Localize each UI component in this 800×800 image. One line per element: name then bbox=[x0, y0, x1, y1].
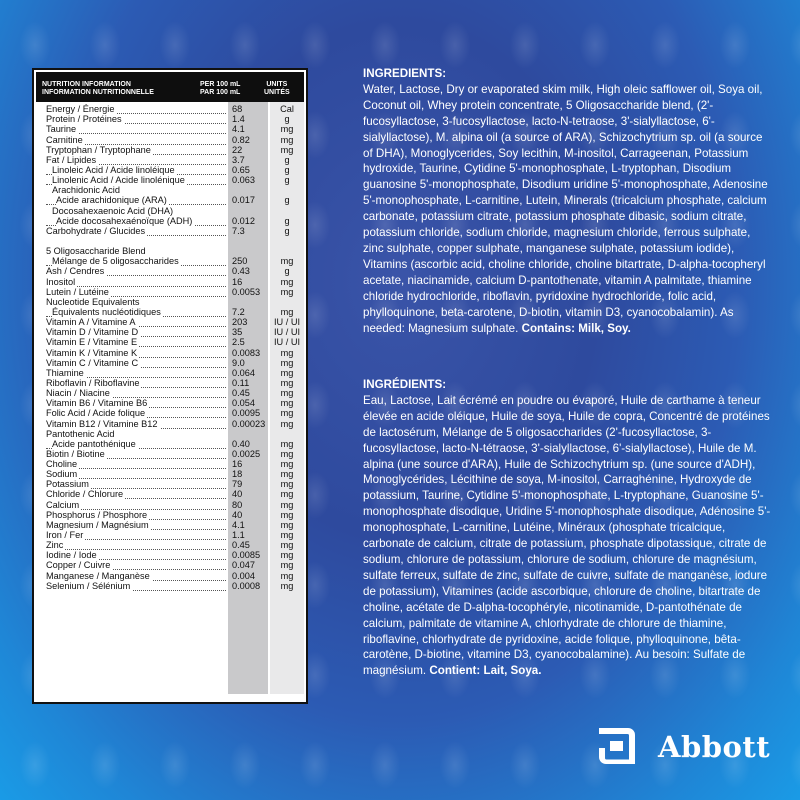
nutrition-row bbox=[34, 408, 306, 418]
nutrient-name: Lutein / Lutéine bbox=[46, 286, 109, 297]
nutrition-row bbox=[34, 439, 306, 449]
nutrition-row bbox=[34, 469, 306, 479]
nutrient-name: Pantothenic Acid bbox=[46, 428, 115, 439]
nutrient-value: 0.82 bbox=[232, 134, 250, 145]
nutrient-name: Sodium bbox=[46, 469, 78, 480]
nutrient-name: Energy / Énergie bbox=[46, 104, 115, 115]
nutrient-name: Iron / Fer bbox=[46, 530, 84, 541]
nutrient-value: 40 bbox=[232, 489, 243, 500]
units-fr: UNITÉS bbox=[264, 89, 290, 96]
nutrient-unit: mg bbox=[280, 134, 294, 145]
nutrient-value: 7.2 bbox=[232, 306, 245, 317]
nutrient-name: Vitamin E / Vitamine E bbox=[46, 337, 138, 348]
nutrient-value: 80 bbox=[232, 499, 243, 510]
nutrition-row bbox=[34, 520, 306, 530]
nutrient-value: 0.43 bbox=[232, 266, 250, 277]
nutrient-unit: g bbox=[284, 266, 290, 277]
nutrition-row bbox=[34, 195, 306, 205]
nutrient-name: Niacin / Niacine bbox=[46, 388, 110, 399]
ingredients-title-en: INGREDIENTS: bbox=[363, 67, 447, 80]
nutrition-row bbox=[34, 114, 306, 124]
nutrient-unit: mg bbox=[280, 570, 294, 581]
nutrient-unit: g bbox=[284, 175, 290, 186]
nutrient-value: 9.0 bbox=[232, 357, 245, 368]
nutrient-name: Mélange de 5 oligosaccharides bbox=[52, 256, 179, 267]
nutrient-value: 0.004 bbox=[232, 570, 255, 581]
nutrition-row bbox=[34, 479, 306, 489]
nutrient-unit: mg bbox=[280, 580, 294, 591]
nutrient-unit: mg bbox=[280, 144, 294, 155]
nutrient-unit: g bbox=[284, 225, 290, 236]
nutrition-row bbox=[34, 347, 306, 357]
nutrition-row bbox=[34, 459, 306, 469]
nutrition-row bbox=[34, 307, 306, 317]
nutrition-row bbox=[34, 540, 306, 550]
nutrient-name: Ash / Cendres bbox=[46, 266, 105, 277]
nutrient-name: Manganese / Manganèse bbox=[46, 570, 150, 581]
nutrition-row bbox=[34, 226, 306, 236]
ingredients-body-en: Water, Lactose, Dry or evaporated skim milk, High oleic safflower oil, Soya oil, Coconut oil, Whey protein concentrate, 5 Oligosaccharide blend, (2'-fucosyllactose, 3-fucosyllactose, lacto-N-tetraose, 3'-sialyllactose, 6'-sialyllactose), M. alpina oil (a source of ARA), Schizochytrium sp. oil (a source of DHA), Monoglycerides, Soy lecithin, M-inositol, Carrageenan, Potassium hydroxide, Taurine, Cytidine 5'-monophosphate, L-tryptophan, Disodium guanosine 5'-monophosphate, Disodium uridine 5'-monophosphate, Adenosine 5'-monophosphate, L-carnitine, Lutein, Minerals (tricalcium phosphate, calcium carbonate, potassium citrate, potassium phosphate dibasic, sodium citrate, potassium chloride, sodium chloride, magnesium chloride, ferrous sulphate, zinc sulphate, copper sulphate, manganese sulphate, potassium iodide), Vitamins (ascorbic acid, choline chloride, choline bitartrate, D-alpha-tocopheryl acetate, niacinamide, calcium D-pantothenate, vitamin A palmitate, thiamine chloride hydrochloride, riboflavin, pyridoxine hydrochloride, folic acid, phylloquinone, beta-carotene, D-biotin, vitamin D3, cyanocobalamin). As needed: Magnesium sulphate. bbox=[363, 82, 768, 335]
nutrient-name: Équivalents nucléotidiques bbox=[52, 306, 161, 317]
nutrient-unit: mg bbox=[280, 306, 294, 317]
nutrition-row bbox=[34, 418, 306, 428]
nutrient-name: Thiamine bbox=[46, 367, 84, 378]
nutrient-unit: mg bbox=[280, 448, 294, 459]
allergen-statement-fr: Contient: Lait, Soya. bbox=[429, 664, 542, 678]
nutrient-value: 22 bbox=[232, 144, 243, 155]
nutrient-name: Chloride / Chlorure bbox=[46, 489, 124, 500]
nutrient-value: 0.65 bbox=[232, 164, 250, 175]
nutrient-unit: g bbox=[284, 154, 290, 165]
nutrition-row bbox=[34, 256, 306, 266]
nutrition-information-panel bbox=[32, 68, 308, 704]
nutrient-value: 203 bbox=[232, 317, 248, 328]
nutrient-unit: g bbox=[284, 114, 290, 125]
nutrient-name: Docosahexaenoic Acid (DHA) bbox=[52, 205, 174, 216]
nutrition-row bbox=[34, 236, 306, 246]
nutrient-name: Riboflavin / Riboflavine bbox=[46, 377, 140, 388]
nutrition-row bbox=[34, 297, 306, 307]
nutrient-name: Vitamin B12 / Vitamine B12 bbox=[46, 418, 158, 429]
nutrient-name: Vitamin B6 / Vitamine B6 bbox=[46, 398, 148, 409]
nutrient-value: 0.0008 bbox=[232, 580, 261, 591]
nutrient-value: 0.054 bbox=[232, 398, 255, 409]
nutrient-unit: mg bbox=[280, 256, 294, 267]
nutrient-name: Acide arachidonique (ARA) bbox=[56, 195, 167, 206]
nutrient-unit: mg bbox=[280, 560, 294, 571]
nutrition-row bbox=[34, 530, 306, 540]
per-100ml-fr: PAR 100 mL bbox=[200, 89, 241, 96]
nutrition-row bbox=[34, 205, 306, 215]
nutrition-row bbox=[34, 499, 306, 509]
nutrient-name: Carbohydrate / Glucides bbox=[46, 225, 146, 236]
abbott-wordmark: Abbott bbox=[658, 730, 771, 764]
nutrition-row bbox=[34, 368, 306, 378]
nutrient-unit: g bbox=[284, 164, 290, 175]
nutrient-value: 1.1 bbox=[232, 530, 245, 541]
nutrient-unit: g bbox=[284, 215, 290, 226]
nutrient-value: 0.11 bbox=[232, 377, 250, 388]
nutrient-name: Tryptophan / Tryptophane bbox=[46, 144, 151, 155]
nutrient-name: Taurine bbox=[46, 124, 77, 135]
nutrient-value: 35 bbox=[232, 327, 243, 338]
nutrient-value: 0.45 bbox=[232, 540, 250, 551]
nutrient-name: Linoleic Acid / Acide linoléique bbox=[52, 164, 175, 175]
nutrient-unit: IU / UI bbox=[273, 317, 301, 328]
nutrient-value: 0.064 bbox=[232, 367, 255, 378]
nutrient-name: Copper / Cuivre bbox=[46, 560, 111, 571]
nutrient-unit: mg bbox=[280, 357, 294, 368]
nutrition-row bbox=[34, 276, 306, 286]
nutrient-value: 16 bbox=[232, 276, 243, 287]
nutrition-rows bbox=[34, 104, 306, 591]
ingredients-title-fr: INGRÉDIENTS: bbox=[363, 378, 447, 391]
nutrition-row bbox=[34, 165, 306, 175]
nutrient-unit: mg bbox=[280, 418, 294, 429]
nutrition-row bbox=[34, 216, 306, 226]
nutrition-row bbox=[34, 337, 306, 347]
nutrient-unit: IU / UI bbox=[273, 337, 301, 348]
ingredients-body-fr: Eau, Lactose, Lait écrémé en poudre ou évaporé, Huile de carthame à teneur élevée en acide oléique, Huile de soya, Huile de copra, Concentré de protéines de lactosérum, Mélange de 5 oligosaccharides (2'-fucosyllactose, 3-fucosyllactose, lacto-N-tétraose, 3'-sialyllactose, 6'-sialyllactose), Huile de M. alpina (une source d'ARA), Huile de Schizochytrium sp. (une source d'ADH), Monoglycérides, Lécithine de soya, M-inositol, Carraghénine, Hydroxyde de potassium, Taurine, Cytidine 5'-monophosphate, L-tryptophane, Guanosine 5'-monophosphate disodique, Uridine 5'-monophosphate disodique, Adénosine 5'-monophosphate, L-carnitine, Lutéine, Minéraux (phosphate tricalcique, carbonate de calcium, citrate de potassium, phosphate dipotassique, citrate de sodium, chlorure de potassium, chlorure de sodium, chlorure de magnésium, sulfate ferreux, sulfate de zinc, sulfate de cuivre, sulfate de manganèse, iodure de potassium), Vitamines (acide ascorbique, chlorure de choline, bitartrate de choline, acétate de D-alpha-tocophéryle, nicotinamide, D-pantothénate de calcium, palmitate de vitamine A, chlorhydrate de chlorure de thiamine, riboflavine, chlorhydrate de pyridoxine, acide folique, phylloquinone, bêta-carotène, D-biotine, vitamine D3, cyanocobalamine). Au besoin: Sulfate de magnésium. bbox=[363, 393, 771, 678]
nutrition-row bbox=[34, 134, 306, 144]
ingredients-english bbox=[363, 66, 773, 336]
nutrient-value: 0.40 bbox=[232, 438, 250, 449]
nutrient-unit: mg bbox=[280, 408, 294, 419]
nutrient-name: Calcium bbox=[46, 499, 80, 510]
nutrition-row bbox=[34, 388, 306, 398]
nutrient-value: 250 bbox=[232, 256, 248, 267]
nutrition-row bbox=[34, 104, 306, 114]
nutrient-value: 1.4 bbox=[232, 114, 245, 125]
nutrient-unit: mg bbox=[280, 519, 294, 530]
nutrient-unit: IU / UI bbox=[273, 327, 301, 338]
nutrient-name: Vitamin C / Vitamine C bbox=[46, 357, 139, 368]
nutrient-value: 4.1 bbox=[232, 124, 245, 135]
nutrient-value: 68 bbox=[232, 104, 243, 115]
nutrient-value: 0.047 bbox=[232, 560, 255, 571]
nutrient-value: 7.3 bbox=[232, 225, 245, 236]
nutrient-value: 0.0025 bbox=[232, 448, 261, 459]
nutrition-row bbox=[34, 266, 306, 276]
nutrient-unit: mg bbox=[280, 398, 294, 409]
nutrition-title-fr: INFORMATION NUTRITIONNELLE bbox=[42, 89, 154, 96]
nutrition-row bbox=[34, 560, 306, 570]
nutrient-unit: mg bbox=[280, 499, 294, 510]
nutrient-unit: mg bbox=[280, 438, 294, 449]
nutrient-unit: mg bbox=[280, 388, 294, 399]
nutrient-name: Inositol bbox=[46, 276, 76, 287]
per-100ml-en: PER 100 mL bbox=[200, 81, 241, 88]
nutrient-name: Phosphorus / Phosphore bbox=[46, 509, 148, 520]
nutrient-unit: mg bbox=[280, 540, 294, 551]
nutrient-value: 40 bbox=[232, 509, 243, 520]
nutrient-unit: mg bbox=[280, 377, 294, 388]
nutrient-name: Choline bbox=[46, 459, 78, 470]
nutrient-name: Acide pantothénique bbox=[52, 438, 136, 449]
nutrient-name: Potassium bbox=[46, 479, 89, 490]
nutrition-title-en: NUTRITION INFORMATION bbox=[42, 81, 131, 88]
nutrient-name: Folic Acid / Acide folique bbox=[46, 408, 146, 419]
nutrition-row bbox=[34, 358, 306, 368]
nutrient-unit: mg bbox=[280, 459, 294, 470]
nutrition-row bbox=[34, 378, 306, 388]
nutrition-row bbox=[34, 581, 306, 591]
nutrient-value: 3.7 bbox=[232, 154, 245, 165]
nutrient-unit: mg bbox=[280, 286, 294, 297]
nutrition-row bbox=[34, 145, 306, 155]
nutrition-row bbox=[34, 124, 306, 134]
nutrient-name: Vitamin A / Vitamine A bbox=[46, 317, 136, 328]
nutrient-unit: mg bbox=[280, 479, 294, 490]
nutrient-name: Fat / Lipides bbox=[46, 154, 97, 165]
nutrition-row bbox=[34, 155, 306, 165]
nutrient-unit: Cal bbox=[280, 104, 294, 115]
nutrient-unit: mg bbox=[280, 550, 294, 561]
units-en: UNITS bbox=[266, 81, 288, 88]
nutrition-row bbox=[34, 429, 306, 439]
nutrition-row bbox=[34, 287, 306, 297]
nutrient-name: Iodine / Iode bbox=[46, 550, 97, 561]
nutrient-value: 0.063 bbox=[232, 175, 255, 186]
nutrient-unit: mg bbox=[280, 367, 294, 378]
nutrient-value: 0.017 bbox=[232, 195, 255, 206]
nutrient-name: Acide docosahexaénoïque (ADH) bbox=[56, 215, 193, 226]
nutrient-value: 0.0085 bbox=[232, 550, 261, 561]
nutrient-value: 0.45 bbox=[232, 388, 250, 399]
nutrition-row bbox=[34, 246, 306, 256]
nutrient-value: 0.00023 bbox=[232, 418, 266, 429]
nutrient-unit: mg bbox=[280, 276, 294, 287]
nutrition-row bbox=[34, 317, 306, 327]
nutrient-unit: mg bbox=[280, 530, 294, 541]
nutrition-row bbox=[34, 398, 306, 408]
nutrient-value: 0.012 bbox=[232, 215, 255, 226]
nutrition-table-header bbox=[36, 72, 304, 102]
nutrient-unit: mg bbox=[280, 489, 294, 500]
nutrient-name: Magnesium / Magnésium bbox=[46, 519, 149, 530]
nutrient-value: 0.0095 bbox=[232, 408, 261, 419]
nutrient-name: Zinc bbox=[46, 540, 64, 551]
nutrient-unit: g bbox=[284, 195, 290, 206]
nutrient-name: Vitamin D / Vitamine D bbox=[46, 327, 139, 338]
nutrient-name: Carnitine bbox=[46, 134, 83, 145]
nutrition-row bbox=[34, 489, 306, 499]
nutrition-row bbox=[34, 327, 306, 337]
nutrient-name: Protein / Protéines bbox=[46, 114, 122, 125]
abbott-logo-icon bbox=[596, 724, 638, 768]
nutrient-value: 16 bbox=[232, 459, 243, 470]
nutrition-row bbox=[34, 550, 306, 560]
nutrient-unit: mg bbox=[280, 469, 294, 480]
nutrition-row bbox=[34, 185, 306, 195]
nutrient-unit: mg bbox=[280, 124, 294, 135]
nutrition-row bbox=[34, 510, 306, 520]
nutrient-name: Biotin / Biotine bbox=[46, 448, 105, 459]
ingredients-french bbox=[363, 377, 773, 679]
nutrient-value: 18 bbox=[232, 469, 243, 480]
nutrient-value: 0.0053 bbox=[232, 286, 261, 297]
allergen-statement-en: Contains: Milk, Soy. bbox=[521, 321, 631, 335]
nutrient-value: 0.0083 bbox=[232, 347, 261, 358]
abbott-logo bbox=[596, 724, 772, 770]
nutrient-value: 79 bbox=[232, 479, 243, 490]
nutrient-value: 2.5 bbox=[232, 337, 245, 348]
nutrient-unit: mg bbox=[280, 347, 294, 358]
nutrient-name: Nucleotide Equivalents bbox=[46, 296, 140, 307]
nutrition-row bbox=[34, 570, 306, 580]
nutrient-name: Linolenic Acid / Acide linolénique bbox=[52, 175, 185, 186]
nutrient-value: 4.1 bbox=[232, 519, 245, 530]
nutrient-name: Selenium / Sélénium bbox=[46, 580, 131, 591]
nutrient-unit: mg bbox=[280, 509, 294, 520]
nutrient-name: Vitamin K / Vitamine K bbox=[46, 347, 138, 358]
nutrient-name: 5 Oligosaccharide Blend bbox=[46, 246, 146, 257]
nutrient-name: Arachidonic Acid bbox=[52, 185, 120, 196]
nutrition-row bbox=[34, 175, 306, 185]
nutrition-row bbox=[34, 449, 306, 459]
